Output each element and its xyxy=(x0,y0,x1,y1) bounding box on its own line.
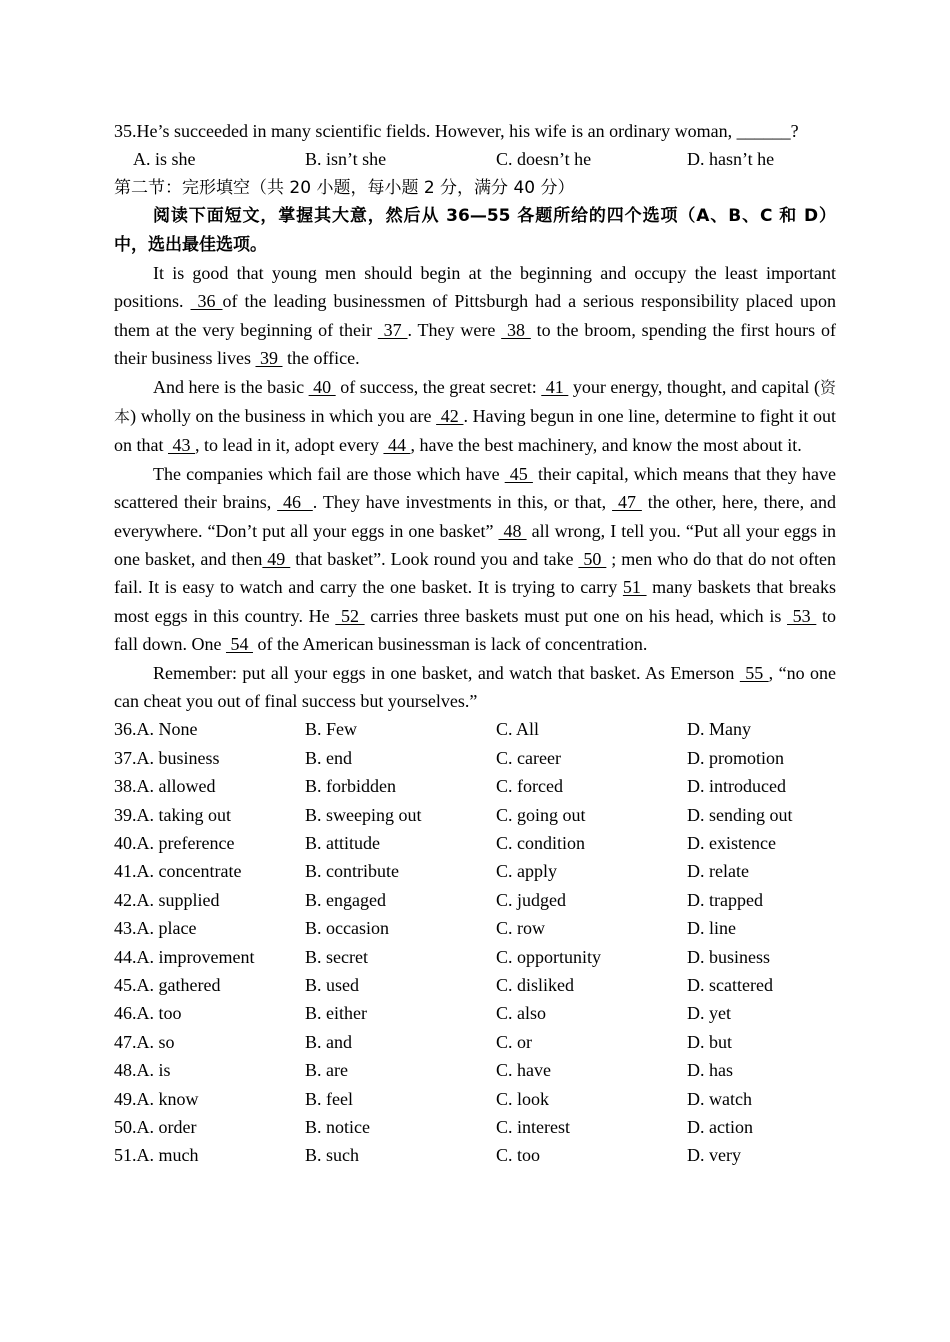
option-b: B. occasion xyxy=(305,918,389,939)
option-d: D. action xyxy=(687,1116,753,1137)
option-row-50 xyxy=(114,1113,836,1141)
option-c: C. condition xyxy=(496,833,585,854)
option-c: C. interest xyxy=(496,1116,570,1137)
passage-paragraph-1 xyxy=(114,259,836,373)
option-a: 44.A. improvement xyxy=(114,946,255,967)
question-35-stem: 35.He’s succeeded in many scientific fields. However, his wife is an ordinary woman, ______? xyxy=(114,121,799,141)
question-35-option-d: D. hasn’t he xyxy=(687,149,775,170)
passage-paragraph-4 xyxy=(114,659,836,716)
blank-40: 40 xyxy=(308,376,336,397)
blank-44: 44 xyxy=(383,435,411,456)
section-instruction: 阅读下面短文，掌握其大意，然后从 36—55 各题所给的四个选项（A、B、C 和 D）中，选出最佳选项。 xyxy=(114,206,836,255)
passage-text: the office. xyxy=(282,348,360,369)
option-b: B. contribute xyxy=(305,861,399,882)
blank-43: 43 xyxy=(168,435,195,456)
option-a: 51.A. much xyxy=(114,1145,199,1166)
option-row-48 xyxy=(114,1056,836,1084)
option-c: C. have xyxy=(496,1060,551,1081)
option-a: 39.A. taking out xyxy=(114,804,231,825)
blank-36: 36 xyxy=(190,291,223,312)
option-c: C. going out xyxy=(496,804,586,825)
option-a: 47.A. so xyxy=(114,1031,175,1052)
option-d: D. but xyxy=(687,1031,732,1052)
option-b: B. and xyxy=(305,1031,352,1052)
option-c: C. All xyxy=(496,719,540,740)
passage-text: . They were xyxy=(407,319,502,340)
blank-51: 51 xyxy=(622,577,647,598)
option-a: 37.A. business xyxy=(114,747,220,768)
option-d: D. promotion xyxy=(687,747,784,768)
option-d: D. Many xyxy=(687,719,751,740)
blank-45: 45 xyxy=(504,463,533,484)
option-c: C. opportunity xyxy=(496,946,602,967)
blank-55: 55 xyxy=(739,662,769,683)
option-a: 48.A. is xyxy=(114,1060,171,1081)
option-d: D. introduced xyxy=(687,776,786,797)
chinese-gloss: 资本 xyxy=(114,377,836,427)
option-d: D. business xyxy=(687,946,771,967)
option-c: C. disliked xyxy=(496,975,575,995)
question-35-option-c: C. doesn’t he xyxy=(496,149,592,170)
option-a: 46.A. too xyxy=(114,1003,182,1024)
passage-text: to the broom, spending the first hours of their business lives xyxy=(114,319,837,369)
option-a: 49.A. know xyxy=(114,1088,199,1109)
blank-46: 46 xyxy=(277,492,313,513)
passage-text: of the leading businessmen of Pittsburgh had a serious responsibility placed upon them at the very beginning of their xyxy=(114,291,836,340)
option-d: D. existence xyxy=(687,833,776,854)
option-row-47 xyxy=(114,1028,836,1056)
option-row-41 xyxy=(114,857,836,885)
passage-text: of success, the great secret: xyxy=(335,376,542,397)
option-a: 43.A. place xyxy=(114,918,197,939)
option-c: C. or xyxy=(496,1031,532,1052)
option-d: D. yet xyxy=(687,1003,731,1024)
option-d: D. line xyxy=(687,918,736,939)
option-d: D. watch xyxy=(687,1088,752,1109)
question-35-options xyxy=(114,145,836,173)
blank-37: 37 xyxy=(377,319,408,340)
option-c: C. look xyxy=(496,1088,550,1109)
passage-text: . They have investments in this, or that, xyxy=(312,492,613,513)
blank-48: 48 xyxy=(498,520,527,541)
passage-text: The companies which fail are those which have xyxy=(153,463,505,484)
option-c: C. also xyxy=(496,1003,547,1024)
blank-49: 49 xyxy=(262,549,291,570)
option-b: B. secret xyxy=(305,946,368,967)
cloze-options-list xyxy=(114,715,836,1169)
passage-text: their capital, which means that they have scattered their brains, xyxy=(114,463,837,513)
section-title: 第二节：完形填空（共 20 小题，每小题 2 分，满分 40 分） xyxy=(114,177,575,198)
option-row-42 xyxy=(114,886,836,914)
passage-text: many baskets that breaks most eggs in this country. He xyxy=(114,577,837,626)
blank-38: 38 xyxy=(501,319,531,340)
blank-53: 53 xyxy=(787,605,817,626)
blank-54: 54 xyxy=(225,634,253,655)
question-35-option-a: A. is she xyxy=(133,149,196,170)
option-row-44 xyxy=(114,943,836,971)
blank-47: 47 xyxy=(612,492,642,513)
question-35-option-b: B. isn’t she xyxy=(305,149,387,170)
option-row-37 xyxy=(114,744,836,772)
option-b: B. either xyxy=(305,1003,367,1024)
exam-page xyxy=(114,117,836,1170)
passage-text: of the American businessman is lack of concentration. xyxy=(252,634,648,655)
option-d: D. trapped xyxy=(687,889,763,910)
passage-text: Remember: put all your eggs in one basket, and watch that basket. As Emerson xyxy=(153,662,740,683)
option-c: C. too xyxy=(496,1145,541,1166)
passage-text: your energy, thought, and capital ( xyxy=(568,376,820,397)
blank-42: 42 xyxy=(436,406,464,427)
passage-text: . Having begun in one line, determine to fight it out on that xyxy=(114,406,836,456)
option-c: C. judged xyxy=(496,889,566,910)
option-row-49 xyxy=(114,1085,836,1113)
option-a: 50.A. order xyxy=(114,1116,197,1137)
option-c: C. career xyxy=(496,747,561,768)
passage-text: the other, here, there, and everywhere. “Don’t put all your eggs in one basket” xyxy=(114,492,837,541)
option-row-45 xyxy=(114,971,836,999)
blank-52: 52 xyxy=(335,605,365,626)
option-b: B. such xyxy=(305,1145,359,1166)
passage-text: carries three baskets must put one on his head, which is xyxy=(364,605,787,626)
option-a: 40.A. preference xyxy=(114,833,235,854)
option-b: B. Few xyxy=(305,719,358,740)
option-row-36 xyxy=(114,715,836,743)
option-c: C. forced xyxy=(496,776,563,797)
option-row-39 xyxy=(114,801,836,829)
option-b: B. notice xyxy=(305,1116,370,1137)
option-a: 36.A. None xyxy=(114,719,198,740)
option-b: B. engaged xyxy=(305,889,386,910)
passage-paragraph-3 xyxy=(114,460,836,659)
option-b: B. sweeping out xyxy=(305,804,422,825)
option-a: 38.A. allowed xyxy=(114,776,216,797)
option-d: D. very xyxy=(687,1145,741,1166)
passage-text: all wrong, I tell you. “Put all your eggs in one basket, and then xyxy=(114,520,837,570)
passage-text: ) wholly on the business in which you are xyxy=(130,406,437,427)
passage-text: to fall down. One xyxy=(114,605,836,655)
passage-text: that basket”. Look round you and take xyxy=(290,549,579,570)
option-row-51 xyxy=(114,1141,836,1169)
passage-text: And here is the basic xyxy=(153,376,309,397)
option-c: C. apply xyxy=(496,861,557,882)
option-row-38 xyxy=(114,772,836,800)
option-a: 45.A. gathered xyxy=(114,975,221,995)
passage-text: It is good that young men should begin at the beginning and occupy the least important positions. xyxy=(114,262,836,312)
passage-text: , have the best machinery, and know the most about it. xyxy=(410,435,802,456)
option-row-46 xyxy=(114,999,836,1027)
passage-paragraph-2 xyxy=(114,373,836,460)
option-b: B. used xyxy=(305,975,359,995)
option-b: B. end xyxy=(305,747,352,768)
blank-41: 41 xyxy=(541,376,569,397)
option-b: B. are xyxy=(305,1060,348,1081)
option-d: D. scattered xyxy=(687,975,773,995)
passage-text: ; men who do that do not often fail. It is easy to watch and carry the one basket. It is trying to carry xyxy=(114,549,837,598)
option-b: B. forbidden xyxy=(305,776,396,797)
blank-50: 50 xyxy=(578,549,607,570)
option-d: D. relate xyxy=(687,861,749,882)
option-a: 42.A. supplied xyxy=(114,889,220,910)
option-c: C. row xyxy=(496,918,545,939)
option-a: 41.A. concentrate xyxy=(114,861,242,882)
option-b: B. feel xyxy=(305,1088,353,1109)
option-row-43 xyxy=(114,914,836,942)
option-d: D. has xyxy=(687,1060,733,1081)
blank-39: 39 xyxy=(255,348,283,369)
option-d: D. sending out xyxy=(687,804,793,825)
passage-text: , “no one can cheat you out of final success but yourselves.” xyxy=(114,662,836,712)
option-b: B. attitude xyxy=(305,833,380,854)
passage-text: , to lead in it, adopt every xyxy=(195,435,384,456)
option-row-40 xyxy=(114,829,836,857)
